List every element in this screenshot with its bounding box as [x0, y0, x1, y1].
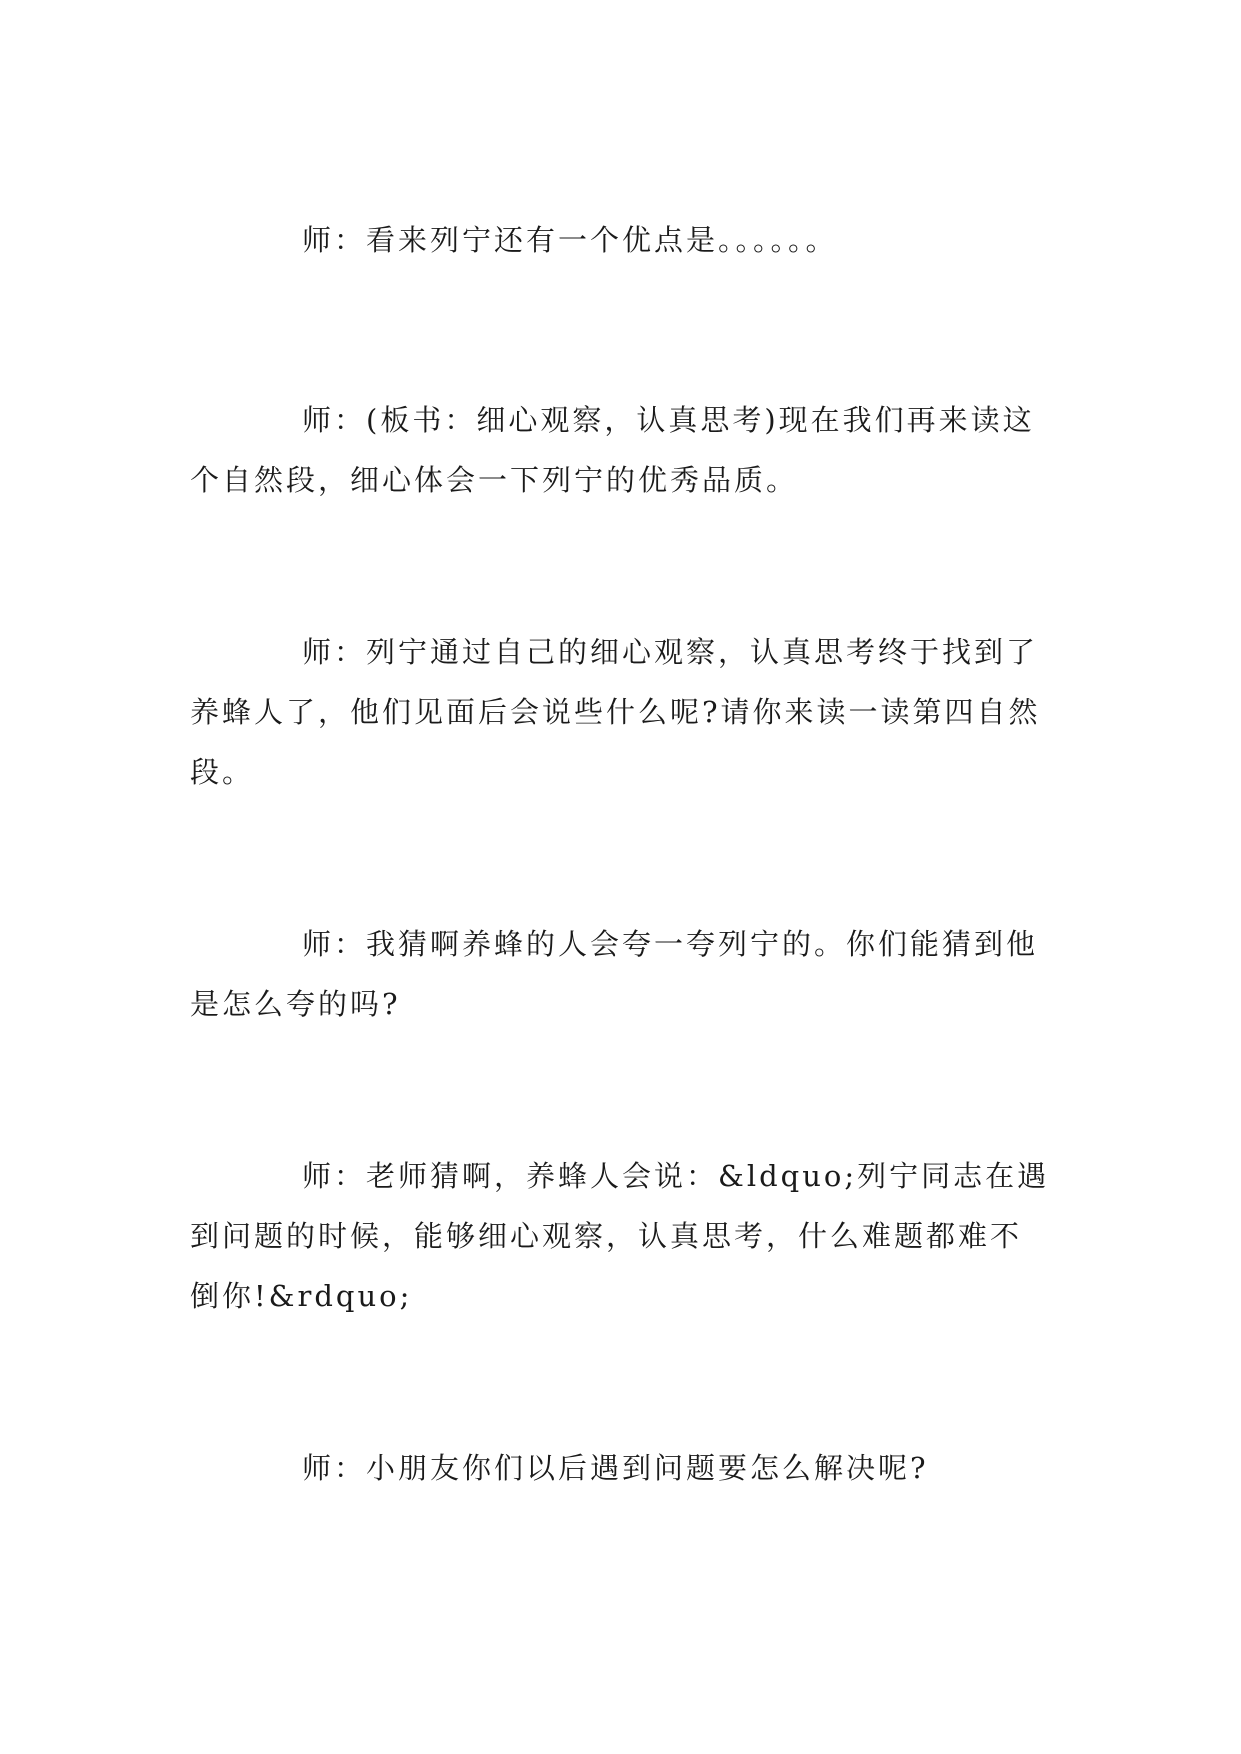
paragraph: 师：老师猜啊，养蜂人会说：&ldquo;列宁同志在遇到问题的时候，能够细心观察，认真思考，什么难题都难不倒你!&rdquo;: [190, 1159, 1050, 1313]
document-body: [190, 210, 1052, 1498]
paragraph: 师：看来列宁还有一个优点是。。。。。。: [302, 223, 838, 257]
paragraph: 师：列宁通过自己的细心观察，认真思考终于找到了养蜂人了，他们见面后会说些什么呢?请你来读一读第四自然段。: [190, 635, 1041, 789]
paragraph: 师：(板书：细心观察，认真思考)现在我们再来读这个自然段，细心体会一下列宁的优秀品质。: [190, 403, 1035, 497]
paragraph: 师：小朋友你们以后遇到问题要怎么解决呢?: [302, 1451, 929, 1485]
paragraph: 师：我猜啊养蜂的人会夸一夸列宁的。你们能猜到他是怎么夸的吗?: [190, 927, 1039, 1021]
